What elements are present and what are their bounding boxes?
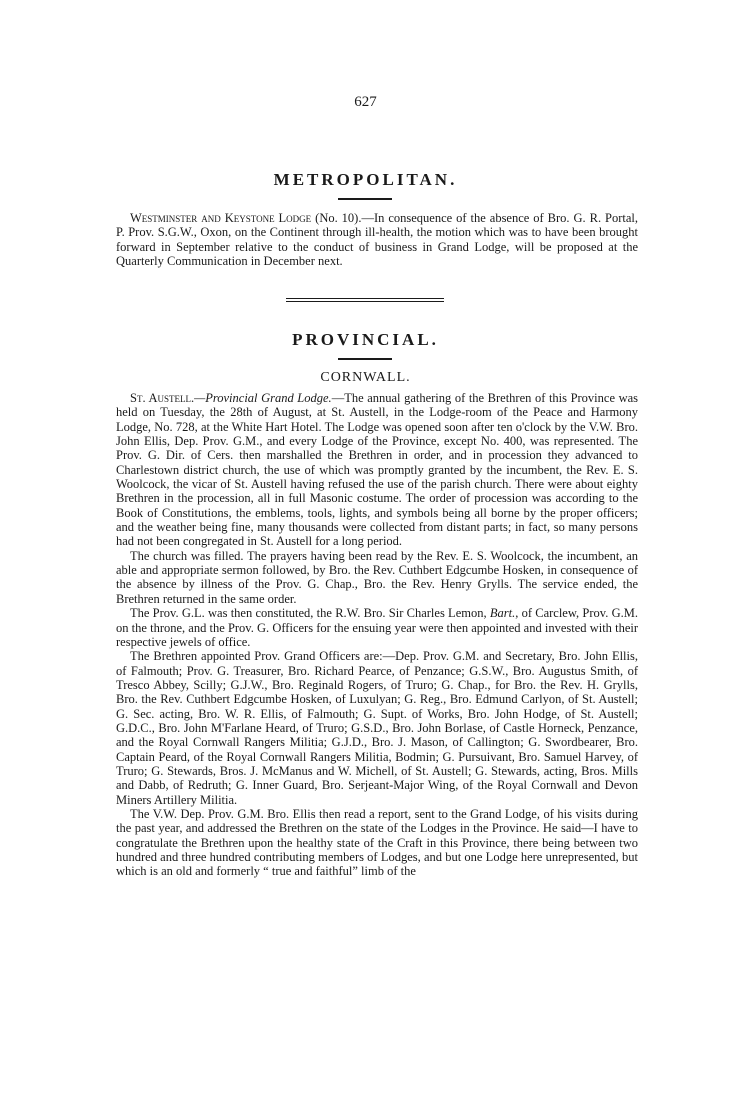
- provincial-body: [116, 391, 638, 879]
- lodge-name: Westminster and Keystone Lodge: [130, 211, 312, 225]
- page-number: 627: [354, 94, 377, 110]
- lead-place: St. Austell.: [130, 391, 195, 405]
- paragraph-3-text-a: The Prov. G.L. was then constituted, the R.W. Bro. Sir Charles Lemon,: [130, 606, 487, 621]
- paragraph-2: The church was filled. The prayers having been read by the Rev. E. S. Woolcock, the incumbent, an able and appropriate sermon followed, by Bro. the Rev. Cuthbert Edgcumbe Hosken, in consequence of the absence by illness of the Prov. G. Chap., Bro. the Rev. Henry Grylls. The service ended, the Brethren returned in the same order.: [116, 548, 638, 606]
- metropolitan-paragraph: [116, 211, 638, 268]
- heading-rule: [338, 198, 392, 200]
- paragraph-3-text-b: , of Carclew, Prov. G.M. on the throne, and the Prov. G. Officers for the ensuing year were then appointed and invested with their respective jewels of office.: [116, 606, 638, 649]
- heading-rule-provincial: [338, 358, 392, 360]
- paragraph-4: The Brethren appointed Prov. Grand Officers are:—Dep. Prov. G.M. and Secretary, Bro. John Ellis, of Falmouth; Prov. G. Treasurer, Bro. Richard Pearce, of Penzance; G.S.W., Bro. Augustus Smith, of Tresco Abbey, Scilly; G.J.W., Bro. Reginald Rogers, of Truro; G. Chap., for Bro. the Rev. H. Grylls, Bro. the Rev. Cuthbert Edgcumbe Hosken, of Luxulyan; G. Reg., Bro. Edmund Carlyon, of St. Austell; G. Sec. acting, Bro. W. R. Ellis, of Falmouth; G. Supt. of Works, Bro. John Hodge, of St. Austell; G.D.C., Bro. John M'Farlane Heard, of Truro; G.S.D., Bro. John Borlase, of Castle Horneck, Penzance, and the Royal Cornwall Rangers Militia; G.J.D., Bro. J. Mason, of Callington; G. Swordbearer, Bro. Captain Peard, of the Royal Cornwall Rangers Militia, Bodmin; G. Pursuivant, Bro. Samuel Harvey, of Truro; G. Stewards, Bros. J. McManus and W. Michell, of St. Austell; G. Stewards, acting, Bros. Mills and Dabb, of Redruth; G. Inner Guard, Bro. Serjeant-Major Wing, of the Royal Cornwall and Devon Miners Artillery Militia.: [116, 649, 638, 807]
- paragraph-1: [116, 391, 638, 549]
- section-heading-provincial: PROVINCIAL.: [292, 330, 439, 349]
- paragraph-1-text: —The annual gathering of the Brethren of this Province was held on Tuesday, the 28th of August, at St. Austell, in the Lodge-room of the Peace and Harmony Lodge, No. 728, at the White Hart Hotel. The Lodge was opened soon after ten o'clock by the V.W. Bro. John Ellis, Dep. Prov. G.M., and every Lodge of the Province, except No. 400, was represented. The Prov. G. Dir. of Cers. then marshalled the Brethren in order, and in procession they advanced to Charlestown district church, the use of which was promptly granted by the incumbent, the Rev. E. S. Woolcock, the vicar of St. Austell having refused the use of the parish church. There were about eighty Brethren in the procession, all in full Masonic costume. The order of procession was according to the Book of Constitutions, the emblems, tools, lights, and symbols being all borne by the proper officers; and the weather being fine, many thousands were collected from distant parts; in fact, so many persons had not been congregated in St. Austell for a long period.: [116, 391, 639, 549]
- paragraph-3: [116, 606, 638, 649]
- lead-italic: —Provincial Grand Lodge.: [194, 391, 332, 405]
- section-heading-metropolitan: METROPOLITAN.: [273, 170, 458, 189]
- subheading-cornwall: CORNWALL.: [320, 370, 411, 385]
- paragraph-3-italic: Bart.: [489, 606, 516, 621]
- paragraph-5: The V.W. Dep. Prov. G.M. Bro. Ellis then read a report, sent to the Grand Lodge, of his visits during the past year, and addressed the Brethren on the state of the Lodges in the Province. He said—I have to congratulate the Brethren upon the healthy state of the Craft in this Province, there being between two hundred and three hundred contributing members of Lodges, and but one Lodge here unrepresented, but which is an old and formerly “ true and faithful” limb of the: [116, 806, 638, 879]
- section-divider: [286, 298, 444, 302]
- metropolitan-body: (No. 10).—In consequence of the absence of Bro. G. R. Portal, P. Prov. S.G.W., Oxon, on the Continent through ill-health, the motion which was to have been brought forward in September relative to the conduct of business in Grand Lodge, will be proposed at the Quarterly Communication in December next.: [116, 211, 639, 269]
